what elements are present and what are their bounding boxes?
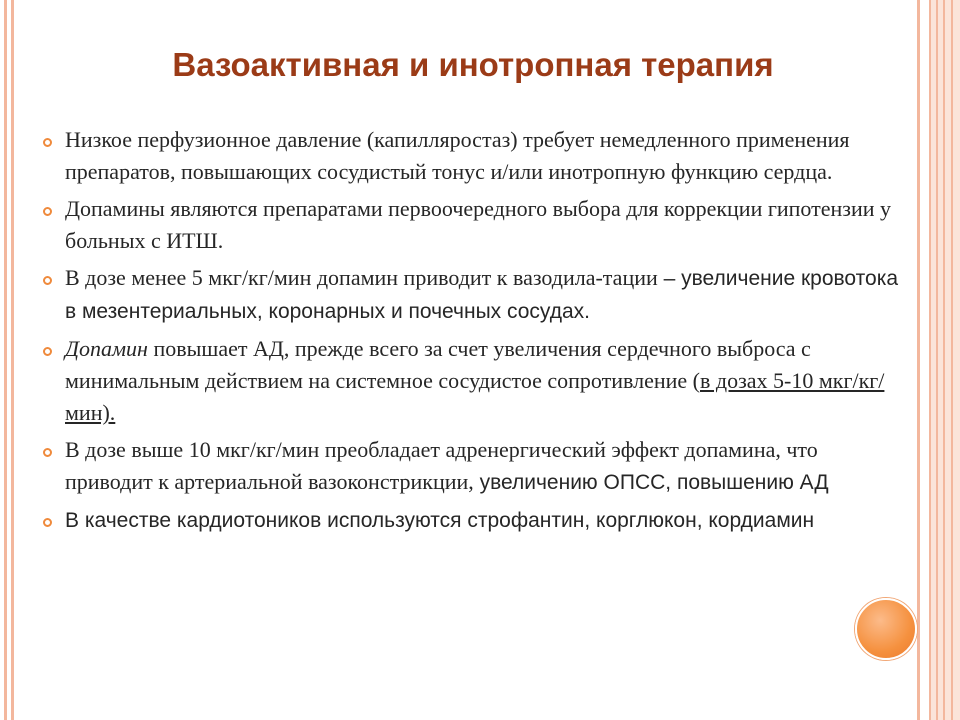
bullet-text-sans: В качестве кардиотоников используются строфантин, корглюкон, кордиамин	[65, 509, 815, 532]
right-decorative-band	[929, 0, 960, 720]
bullet-item-low-dose	[43, 262, 901, 328]
circle-bullet-icon	[43, 276, 52, 285]
bullet-text: Допамины являются препаратами первоочередного выбора для коррекции гипотензии у больных с ИТШ.	[65, 196, 892, 253]
left-frame-line-inner	[11, 0, 14, 720]
bullet-text-underlined: в дозах 5-10 мкг/кг/мин).	[65, 368, 885, 425]
bullet-item-medium-dose	[43, 333, 901, 429]
bullet-text: Низкое перфузионное давление (капилляростаз) требует немедленного применения препаратов, повышающих сосудистый тонус и/или инотропную функцию сердца.	[65, 127, 850, 184]
circle-bullet-icon	[43, 138, 52, 147]
bullet-list	[43, 124, 901, 542]
bullet-text-sans: увеличению ОПСС, повышению АД	[473, 471, 829, 494]
bullet-item-cardiotonics	[43, 504, 901, 537]
circle-bullet-icon	[43, 518, 52, 527]
right-frame-line	[917, 0, 920, 720]
circle-bullet-icon	[43, 448, 52, 457]
circle-bullet-icon	[43, 347, 52, 356]
bullet-item-dopamine-choice	[43, 193, 901, 257]
slide-title: Вазоактивная и инотропная терапия	[172, 46, 774, 83]
bullet-text-serif: В дозе менее 5 мкг/кг/мин допамин приводит к вазодила-тации	[65, 265, 658, 290]
circle-bullet-icon	[43, 207, 52, 216]
bullet-text-serif: В дозе выше 10 мкг/кг/мин преобладает адренергический эффект допамина, что приводит к артериальной вазоконстрикции,	[65, 437, 818, 494]
bullet-text: повышает АД, прежде всего за счет увеличения сердечного выброса с минимальным действием на системное сосудистое сопротивление (	[65, 336, 811, 393]
bullet-item-high-dose	[43, 434, 901, 499]
orange-circle-decoration	[855, 598, 917, 660]
bullet-text-sans: – увеличение кровотока в мезентериальных, коронарных и почечных сосудах.	[65, 267, 899, 323]
left-frame-line-outer	[4, 0, 7, 720]
bullet-item-perfusion	[43, 124, 901, 188]
bullet-text-italic: Допамин	[65, 336, 148, 361]
